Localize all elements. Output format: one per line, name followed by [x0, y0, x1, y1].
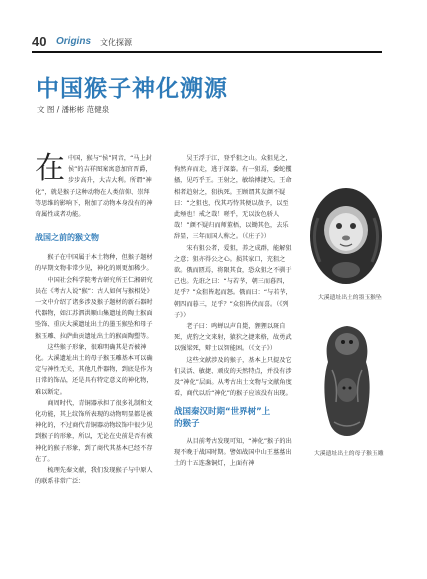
column-right: [174, 153, 292, 469]
quote-paragraph: 宋有狙公者，爱狙，养之成群，能解狙之意；狙亦得公之心。损其家口，充狙之欲。俄而匮焉，将限其食，恐众狙之不驯于己也。先诳之曰：“与若芧，朝三而暮四，足乎？”众狙皆起而怒。俄而曰：“与若芧，朝四而暮三，足乎？”众狙皆伏而喜。（《列子》）: [174, 244, 292, 319]
paragraph: 这些猴子形象，很难明确其是否被神化。大溪遗址出土的母子猴玉雕基本可以确定与神性无关，其他几件器物，到底是作为日常的饰品，还是具有特定意义的神化物，难以断定。: [35, 343, 153, 396]
paragraph: 这些文献涉及的猴子，基本上只提及它们灵活、敏捷、顽皮的天然特点，并没有涉及“神化”层面。从考古出土文物与文献角度看，商代以后“神化”的猴子应该没有出现。: [174, 356, 292, 398]
heading-wrapper-2: [174, 399, 292, 435]
drop-cap: 在: [35, 151, 65, 186]
article-title: 中国猴子神化溯源: [36, 76, 228, 102]
paragraph: 商周时代，青铜器承担了很多礼制和文化功能，其上纹饰所表现的动物明显都是被神化的，不过商代青铜器动物纹饰中很少见到猴子的形象，所以，无论在史前是否有被神化的猴子形象，到了商代其基本已经不存在了。: [35, 399, 153, 463]
paragraph: 猴子在中国属于本土物种，但猴子题材的早期文物非常少见，神化的则更加稀少。: [35, 254, 153, 273]
figure-caption-1: 大溪遗址出土的墨玉猴坠: [318, 295, 382, 301]
magazine-name: Origins: [56, 36, 92, 47]
intro-text: 中国，猴与“侯”同音，“马上封侯”的吉祥图案寓意加官晋爵，步步高升，大吉大利。所谓“神化”，就是猴子这种动物在人类信仰、崇拜等思维的影响下，附加了动物本身没有的神奇属性或者功能。: [35, 155, 153, 219]
heading-wrapper-1: [35, 220, 153, 252]
paragraph: 中国社会科学院考古研究所王仁湘研究员在《考古人说“猴”：古人如何与猴相处》一文中介绍了诸多涉及猴子题材的新石器时代器物，如江苏泗洪顺山集遗址的陶土猴面坠饰、重庆大溪遗址出土的墨玉猴坠和母子猴玉雕、拉萨曲贡遗址出土的猴面陶塑等。: [35, 276, 153, 340]
jade-monkey-pendant-image: [300, 178, 392, 290]
section-name: 文化探源: [100, 38, 132, 47]
quote-paragraph: 老子曰：鸣蝉以声自毙，貍狸以斑自死，虎豹之文来射，猿狖之捷来格，故勇武以强梁死，辩士以智能困。（《文子》）: [174, 323, 292, 353]
byline: 文 图 / 潘彬彬 范健泉: [37, 105, 110, 114]
header-rule: [32, 51, 382, 53]
paragraph: 从目前考古发现可知，“神化”猴子的出现不晚于战国时期。譬如战国中山王墓墓出土的十五连盏铜灯，上面有神: [174, 437, 292, 468]
section-heading-2-cont: 的猴子: [174, 418, 200, 429]
page-number: 40: [32, 34, 47, 49]
quote-paragraph: 吴王浮于江，登乎狙之山。众狙见之，恂然弃而走，逃于深蓁。有一狙焉，委蛇攫搔，见巧乎王。王射之，敏给搏捷矢。王命相者趋射之，狙执死。王顾谓其友颜不疑曰：“之狙也，伐其巧恃其便以敖予，以至此殛也！戒之哉！嗟乎，无以汝色骄人哉！”颜不疑归而师董梧，以锄其色，去乐辞显，三年而国人称之。（《庄子》）: [174, 155, 292, 241]
column-left: [35, 153, 153, 487]
section-heading-2: 战国秦汉时期“世界树”上: [174, 407, 271, 418]
section-heading-1: 战国之前的猴文物: [35, 233, 99, 243]
mother-child-monkey-jade-image: [318, 322, 376, 444]
paragraph: 梳理先秦文献，我们发现猴子与中原人的联系非常广泛：: [35, 467, 153, 486]
page-header: [32, 34, 382, 52]
intro-paragraph: [35, 153, 153, 220]
figure-caption-2: 大溪遗址出土的母子猴玉雕: [314, 451, 384, 457]
